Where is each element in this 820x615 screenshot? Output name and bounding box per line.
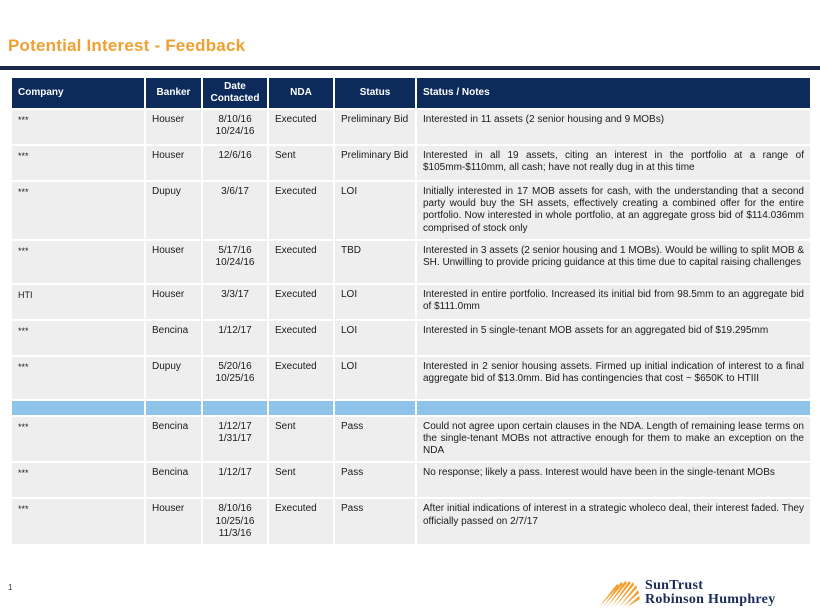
status-cell: LOI: [335, 285, 415, 319]
header-company: Company: [12, 78, 144, 108]
banker-cell: Houser: [146, 499, 201, 544]
date-contacted-cell: 1/12/17: [203, 463, 267, 497]
header-date-contacted: Date Contacted: [203, 78, 267, 108]
table-row: [12, 285, 810, 319]
banker-cell: Dupuy: [146, 182, 201, 239]
table-row: [12, 357, 810, 399]
status-notes-cell: Interested in 11 assets (2 senior housing and 9 MOBs): [417, 110, 810, 144]
status-cell: Pass: [335, 417, 415, 462]
status-notes-cell: No response; likely a pass. Interest would have been in the single-tenant MOBs: [417, 463, 810, 497]
date-contacted-cell: 12/6/16: [203, 146, 267, 180]
banker-cell: Houser: [146, 146, 201, 180]
nda-cell: Sent: [269, 417, 333, 462]
nda-cell: Sent: [269, 463, 333, 497]
date-contacted-cell: 5/20/16 10/25/16: [203, 357, 267, 399]
table-row: [12, 110, 810, 144]
table-row: [12, 146, 810, 180]
company-cell: ***: [12, 357, 144, 399]
feedback-table: [10, 76, 812, 546]
date-contacted-cell: 1/12/17: [203, 321, 267, 355]
separator-cell: [203, 401, 267, 415]
nda-cell: Executed: [269, 285, 333, 319]
table-row: [12, 321, 810, 355]
company-cell: ***: [12, 110, 144, 144]
status-notes-cell: Initially interested in 17 MOB assets for cash, with the understanding that a second party would buy the SH assets, effectively creating a combined offer for the entire portfolio. Now interested in whole portfolio, at an aggregate gross bid of $114.036mm comprised of stock only: [417, 182, 810, 239]
table-row: [12, 463, 810, 497]
date-contacted-cell: 5/17/16 10/24/16: [203, 241, 267, 283]
nda-cell: Executed: [269, 499, 333, 544]
status-notes-cell: Interested in entire portfolio. Increased its initial bid from 98.5mm to an aggregate bid of $111.0mm: [417, 285, 810, 319]
table-row: [12, 182, 810, 239]
date-contacted-cell: 3/3/17: [203, 285, 267, 319]
status-notes-cell: Could not agree upon certain clauses in the NDA. Length of remaining lease terms on the single-tenant MOBs not attractive enough for them to make an exception on the NDA: [417, 417, 810, 462]
nda-cell: Executed: [269, 321, 333, 355]
status-notes-cell: After initial indications of interest in a strategic wholeco deal, their interest faded. They officially passed on 2/7/17: [417, 499, 810, 544]
status-cell: Pass: [335, 463, 415, 497]
separator-cell: [417, 401, 810, 415]
title-rule: [0, 66, 820, 70]
banker-cell: Houser: [146, 110, 201, 144]
banker-cell: Dupuy: [146, 357, 201, 399]
banker-cell: Bencina: [146, 321, 201, 355]
logo-text-line1: SunTrust: [645, 578, 704, 593]
feedback-table-container: [10, 76, 806, 546]
status-notes-cell: Interested in 3 assets (2 senior housing and 1 MOBs). Would be willing to split MOB & SH. Unwilling to provide pricing guidance at this time due to capital raising challenges: [417, 241, 810, 283]
table-body: [12, 110, 810, 544]
status-cell: Preliminary Bid: [335, 146, 415, 180]
company-cell: ***: [12, 146, 144, 180]
company-cell: ***: [12, 499, 144, 544]
date-contacted-cell: 3/6/17: [203, 182, 267, 239]
company-cell: ***: [12, 182, 144, 239]
status-notes-cell: Interested in 5 single-tenant MOB assets for an aggregated bid of $19.295mm: [417, 321, 810, 355]
banker-cell: Bencina: [146, 417, 201, 462]
table-row: [12, 499, 810, 544]
status-cell: Pass: [335, 499, 415, 544]
company-cell: ***: [12, 321, 144, 355]
status-cell: Preliminary Bid: [335, 110, 415, 144]
status-cell: LOI: [335, 321, 415, 355]
banker-cell: Houser: [146, 285, 201, 319]
company-cell: ***: [12, 241, 144, 283]
header-nda: NDA: [269, 78, 333, 108]
suntrust-robinson-humphrey-logo: [597, 578, 797, 608]
banker-cell: Houser: [146, 241, 201, 283]
status-notes-cell: Interested in all 19 assets, citing an interest in the portfolio at a range of $105mm-$110mm, all cash; have not really dug in at this time: [417, 146, 810, 180]
sunburst-logo-icon: [597, 578, 641, 608]
header-banker: Banker: [146, 78, 201, 108]
date-contacted-cell: 8/10/16 10/24/16: [203, 110, 267, 144]
nda-cell: Executed: [269, 241, 333, 283]
separator-cell: [335, 401, 415, 415]
nda-cell: Sent: [269, 146, 333, 180]
company-cell: ***: [12, 417, 144, 462]
status-cell: TBD: [335, 241, 415, 283]
status-notes-cell: Interested in 2 senior housing assets. Firmed up initial indication of interest to a final aggregate bid of $13.0mm. Bid has contingencies that cost ~ $650K to HTIII: [417, 357, 810, 399]
table-row: [12, 241, 810, 283]
date-contacted-cell: 8/10/16 10/25/16 11/3/16: [203, 499, 267, 544]
company-cell: ***: [12, 463, 144, 497]
nda-cell: Executed: [269, 182, 333, 239]
separator-cell: [269, 401, 333, 415]
company-cell: HTI: [12, 285, 144, 319]
section-separator-row: [12, 401, 810, 415]
separator-cell: [146, 401, 201, 415]
status-cell: LOI: [335, 182, 415, 239]
logo-text-line2: Robinson Humphrey: [645, 592, 776, 607]
status-cell: LOI: [335, 357, 415, 399]
nda-cell: Executed: [269, 110, 333, 144]
header-status: Status: [335, 78, 415, 108]
banker-cell: Bencina: [146, 463, 201, 497]
page-number: 1: [8, 583, 13, 592]
date-contacted-cell: 1/12/17 1/31/17: [203, 417, 267, 462]
separator-cell: [12, 401, 144, 415]
table-row: [12, 417, 810, 462]
table-header-row: [12, 78, 810, 108]
header-status-notes: Status / Notes: [417, 78, 810, 108]
page-title: Potential Interest - Feedback: [8, 36, 246, 55]
nda-cell: Executed: [269, 357, 333, 399]
